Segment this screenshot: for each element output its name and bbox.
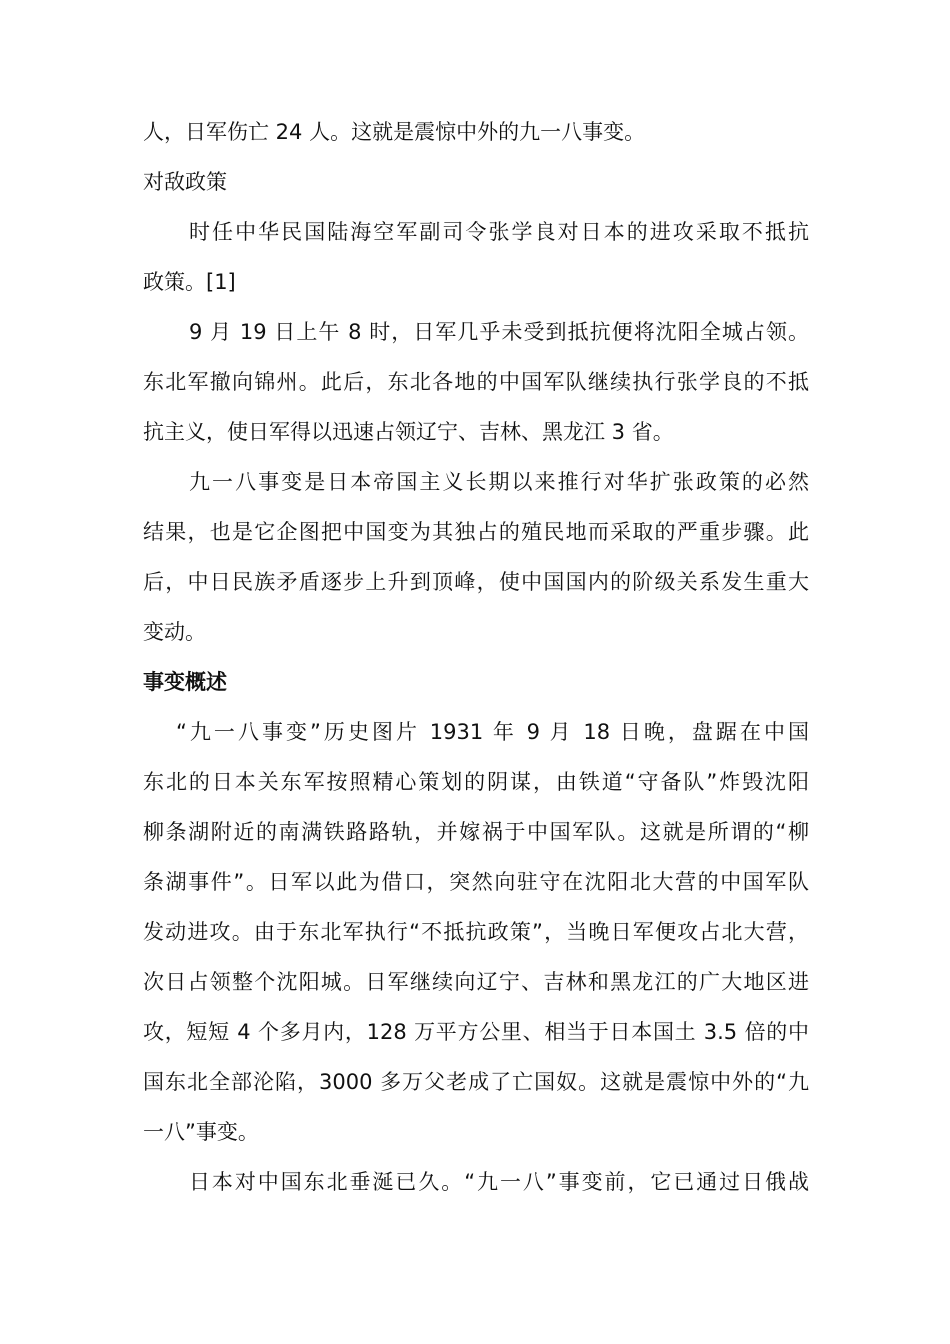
text-line: 东北的日本关东军按照精心策划的阴谋，由铁道“守备队”炸毁沈阳 (143, 770, 809, 794)
section-title: 对敌政策 (143, 170, 227, 194)
text-line: 柳条湖附近的南满铁路路轨，并嫁祸于中国军队。这就是所谓的“柳 (143, 820, 809, 844)
text-line: 政策。[1] (143, 270, 236, 294)
text-line: 时任中华民国陆海空军副司令张学良对日本的进攻采取不抵抗 (189, 220, 809, 244)
text-line: 一八”事变。 (143, 1120, 259, 1144)
text-line: 发动进攻。由于东北军执行“不抵抗政策”，当晚日军便攻占北大营， (143, 920, 809, 944)
text-line: 日本对中国东北垂涎已久。“九一八”事变前，它已通过日俄战 (189, 1170, 809, 1194)
text-line: 9 月 19 日上午 8 时，日军几乎未受到抵抗便将沈阳全城占领。 (189, 320, 809, 344)
text-line: “九一八事变”历史图片 1931 年 9 月 18 日晚，盘踞在中国 (176, 720, 809, 744)
text-line: 抗主义，使日军得以迅速占领辽宁、吉林、黑龙江 3 省。 (143, 420, 674, 444)
text-line: 条湖事件”。日军以此为借口，突然向驻守在沈阳北大营的中国军队 (143, 870, 809, 894)
text-line: 东北军撤向锦州。此后，东北各地的中国军队继续执行张学良的不抵 (143, 370, 809, 394)
text-line: 攻，短短 4 个多月内，128 万平方公里、相当于日本国土 3.5 倍的中 (143, 1020, 809, 1044)
text-line: 结果，也是它企图把中国变为其独占的殖民地而采取的严重步骤。此 (143, 520, 809, 544)
text-line: 国东北全部沦陷，3000 多万父老成了亡国奴。这就是震惊中外的“九 (143, 1070, 809, 1094)
text-line: 变动。 (143, 620, 206, 644)
section-heading: 事变概述 (143, 670, 227, 694)
text-line: 后，中日民族矛盾逐步上升到顶峰，使中国国内的阶级关系发生重大 (143, 570, 809, 594)
text-line: 人，日军伤亡 24 人。这就是震惊中外的九一八事变。 (143, 120, 646, 144)
text-line: 次日占领整个沈阳城。日军继续向辽宁、吉林和黑龙江的广大地区进 (143, 970, 809, 994)
text-line: 九一八事变是日本帝国主义长期以来推行对华扩张政策的必然 (189, 470, 809, 494)
